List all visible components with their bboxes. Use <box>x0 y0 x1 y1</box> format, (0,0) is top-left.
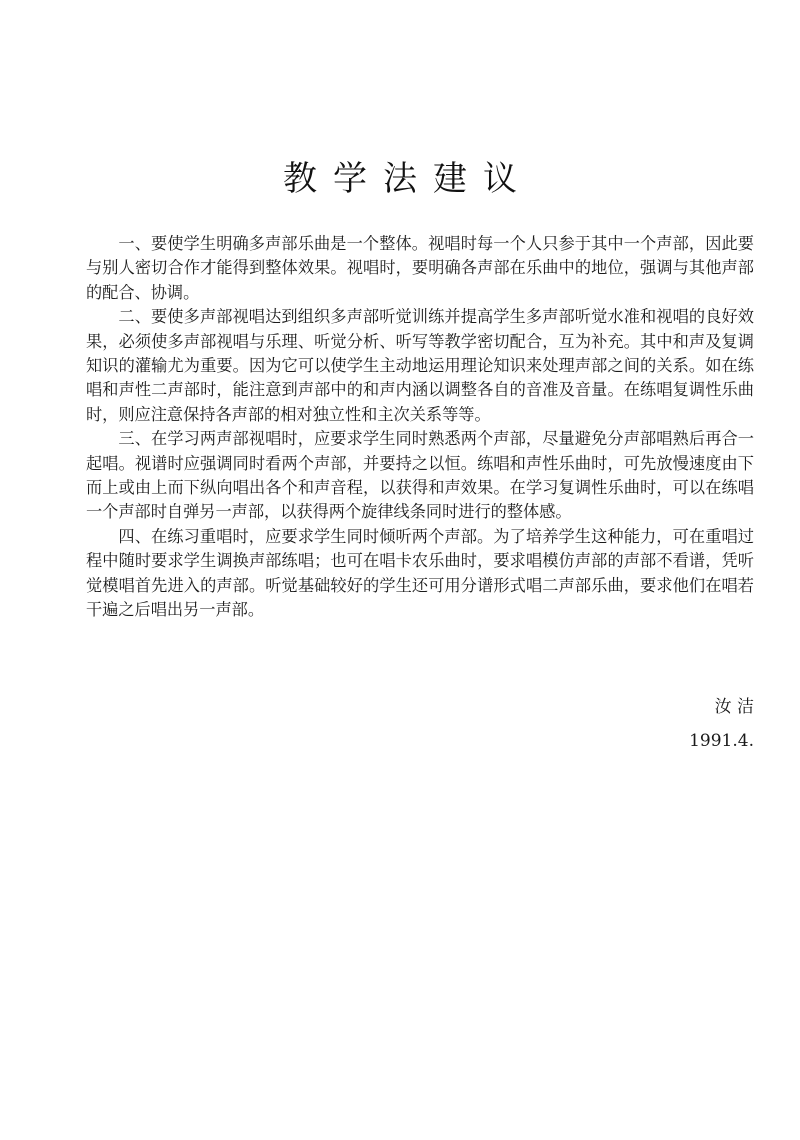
date: 1991.4. <box>689 731 754 751</box>
paragraph-4: 四、在练习重唱时，应要求学生同时倾听两个声部。为了培养学生这种能力，可在重唱过程中随时要求学生调换声部练唱；也可在唱卡农乐曲时，要求唱模仿声部的声部不看谱，凭听觉模唱首先进入的声部。听觉基础较好的学生还可用分谱形式唱二声部乐曲，要求他们在唱若干遍之后唱出另一声部。 <box>86 526 754 620</box>
page-title: 教学法建议 <box>283 158 533 199</box>
paragraph-3: 三、在学习两声部视唱时，应要求学生同时熟悉两个声部，尽量避免分声部唱熟后再合一起唱。视谱时应强调同时看两个声部，并要持之以恒。练唱和声性乐曲时，可先放慢速度由下而上或由上而下纵向唱出各个和声音程，以获得和声效果。在学习复调性乐曲时，可以在练唱一个声部时自弹另一声部，以获得两个旋律线条同时进行的整体感。 <box>86 429 754 522</box>
signature-block <box>560 690 754 758</box>
document-body <box>86 232 754 623</box>
paragraph-1: 一、要使学生明确多声部乐曲是一个整体。视唱时每一个人只参于其中一个声部，因此要与别人密切合作才能得到整体效果。视唱时，要明确各声部在乐曲中的地位，强调与其他声部的配合、协调。 <box>86 234 754 302</box>
author-name: 汝 洁 <box>714 697 754 717</box>
paragraph-2: 二、要使多声部视唱达到组织多声部听觉训练并提高学生多声部听觉水准和视唱的良好效果，必须使多声部视唱与乐理、听觉分析、听写等教学密切配合，互为补充。其中和声及复调知识的灌输尤为重要。因为它可以使学生主动地运用理论知识来处理声部之间的关系。如在练唱和声性二声部时，能注意到声部中的和声内涵以调整各自的音准及音量。在练唱复调性乐曲时，则应注意保持各声部的相对独立性和主次关系等等。 <box>86 307 754 424</box>
